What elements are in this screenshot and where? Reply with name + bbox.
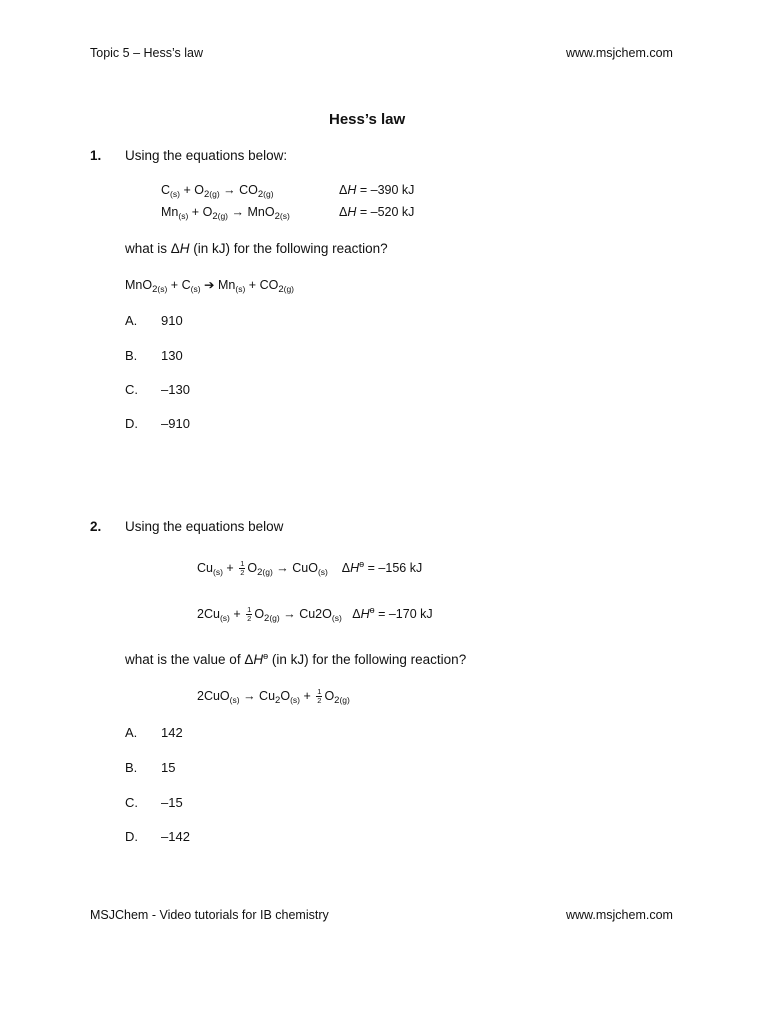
question-1-option-d-value: –910 — [161, 416, 190, 431]
standard-state-icon: ɵ — [263, 651, 269, 661]
arrow-icon: → — [243, 688, 256, 703]
question-2-question: what is the value of $\Delta H^ɵ$ (in kJ) for the following reaction? — [125, 651, 467, 667]
arrow-icon: → — [231, 205, 244, 219]
header-website: www.msjchem.com — [566, 46, 673, 60]
fraction-half: $\frac{1}{2}$ — [247, 605, 252, 623]
question-2-option-d-value: –142 — [161, 829, 190, 844]
question-2-option-d-label: D. — [125, 829, 138, 844]
question-2-target-reaction: $2CuO_{(s)} \to Cu_2O_{(s)}$ + $\frac{1}{2}$ $O_{2(g)}$ — [197, 687, 350, 706]
question-1-option-a-value: 910 — [161, 313, 183, 328]
question-1-question: what is ΔH (in kJ) for the following reaction? — [125, 241, 388, 256]
question-1-option-b-value: 130 — [161, 348, 183, 363]
fraction-half: $\frac{1}{2}$ — [317, 687, 322, 705]
footer-website: www.msjchem.com — [566, 908, 673, 922]
arrow-icon: ➔ — [204, 278, 215, 292]
question-2-enthalpy-2: $\Delta H^ɵ = -170$ kJ — [352, 604, 433, 621]
question-1-option-c-value: –130 — [161, 382, 190, 397]
question-2-option-b-label: B. — [125, 760, 138, 775]
question-2-equation-2: $2Cu_{(s)}$ + $\frac{1}{2}$ $O_{2(g)} \to Cu2O_{(s)}$ $\Delta H^ɵ = -170$ kJ — [197, 604, 433, 624]
question-1-equation-2: $Mn_{(s)} + O_{2(g)} \to MnO_{2(s)}$ — [161, 205, 290, 222]
arrow-icon: → — [276, 560, 289, 575]
question-2-number: 2. — [90, 519, 102, 534]
arrow-icon: → — [223, 183, 236, 197]
question-1-prompt: Using the equations below: — [125, 148, 288, 163]
question-2-option-a-label: A. — [125, 725, 138, 740]
arrow-icon: → — [283, 606, 296, 621]
page-title: Hess’s law — [329, 111, 406, 128]
question-1-target-reaction: $MnO_{2(s)} + C_{(s)}$ ➔ $Mn_{(s)} + CO_{2(g)}$ — [125, 278, 295, 295]
question-1-option-d-label: D. — [125, 416, 138, 431]
question-2-option-c-value: –15 — [161, 795, 183, 810]
question-1-option-b-label: B. — [125, 348, 138, 363]
question-2-option-b-value: 15 — [161, 760, 176, 775]
question-2-option-a-value: 142 — [161, 725, 183, 740]
header-topic: Topic 5 – Hess’s law — [90, 46, 204, 60]
question-2-option-c-label: C. — [125, 795, 138, 810]
question-1-option-a-label: A. — [125, 313, 138, 328]
standard-state-icon: ɵ — [359, 558, 365, 569]
footer-credit: MSJChem - Video tutorials for IB chemistry — [90, 908, 329, 922]
standard-state-icon: ɵ — [369, 604, 375, 615]
question-2-enthalpy-1: $\Delta H^ɵ = -156$ kJ — [341, 558, 423, 575]
question-1-option-c-label: C. — [125, 382, 138, 397]
question-1-enthalpy-2: ΔH = –520 kJ — [339, 205, 415, 219]
question-2-prompt: Using the equations below — [125, 519, 284, 534]
question-1-enthalpy-1: ΔH = –390 kJ — [339, 183, 415, 197]
question-2-equation-1: $Cu_{(s)}$ + $\frac{1}{2}$ $O_{2(g)} \to CuO_{(s)}$ $\Delta H^ɵ = -156$ kJ — [197, 558, 423, 578]
question-1-equation-1: $C_{(s)} + O_{2(g)} \to CO_{2(g)}$ — [161, 183, 274, 200]
question-1-number: 1. — [90, 148, 102, 163]
fraction-half: $\frac{1}{2}$ — [240, 559, 245, 577]
